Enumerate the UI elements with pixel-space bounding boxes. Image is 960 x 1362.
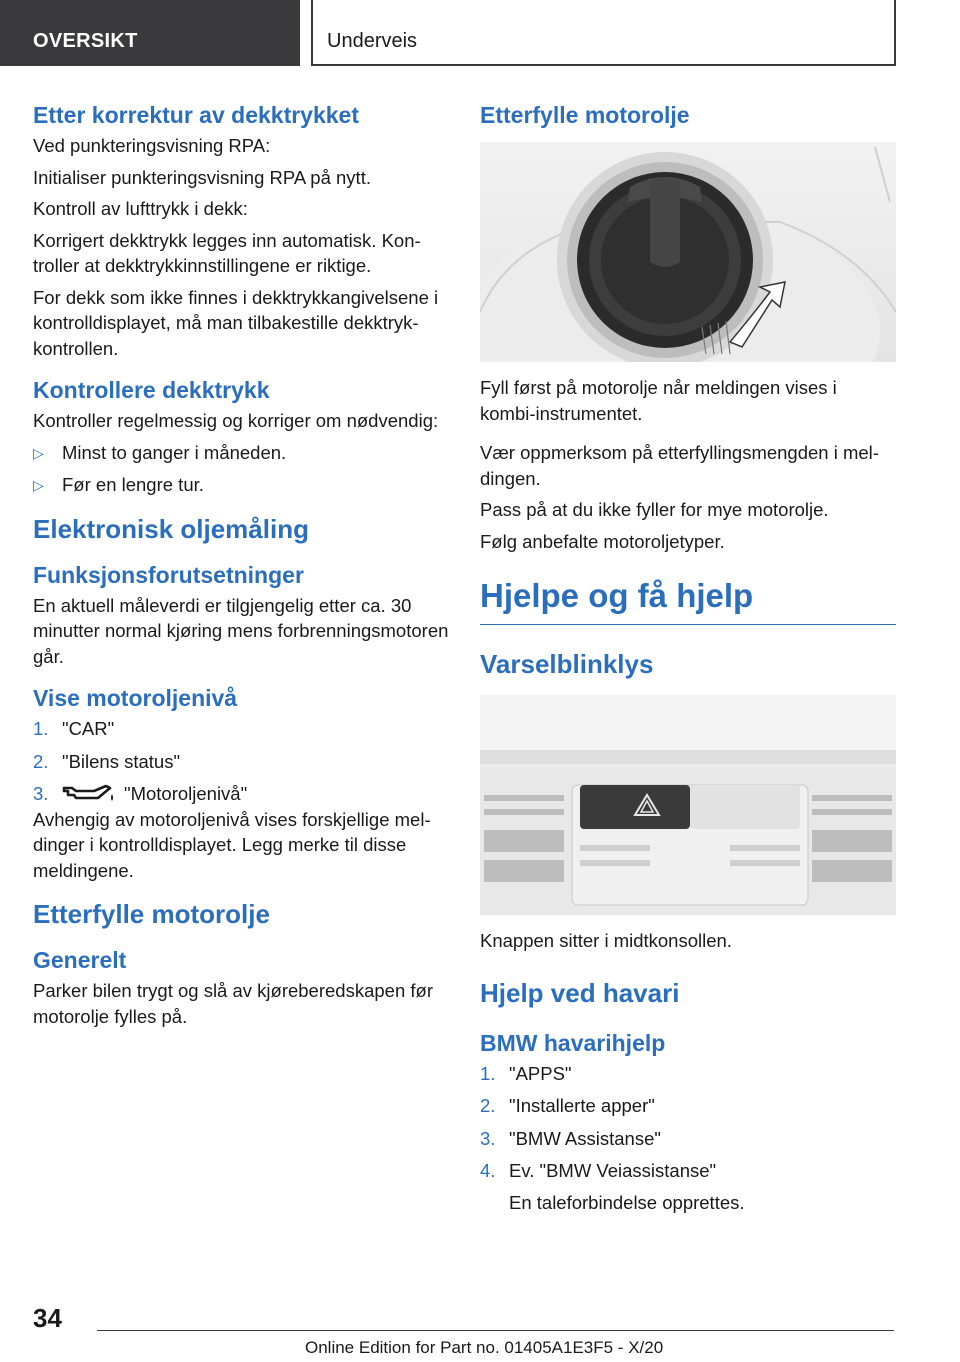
heading-breakdown-help: Hjelp ved havari bbox=[480, 977, 680, 1008]
paragraph: Vær oppmerksom på etterfyllingsmengden i meldingen. bbox=[480, 442, 879, 489]
heading-check-tire-pressure: Kontrollere dekktrykk bbox=[33, 377, 270, 403]
page-number: 34 bbox=[33, 1303, 62, 1333]
heading-hazard-lights: Varselblinklys bbox=[480, 649, 654, 679]
heading-function-requirements: Funksjonsforutsetninger bbox=[33, 561, 304, 588]
list-subtext: En taleforbindelse opprettes. bbox=[509, 1191, 745, 1213]
paragraph: Avhengig av motoroljenivå vises forskjellige meldinger i kontrolldisplayet. Legg merke til disse meldingene. bbox=[33, 808, 431, 881]
left-column bbox=[33, 100, 449, 1035]
list-item: ▷ Før en lengre tur. bbox=[33, 472, 449, 498]
edition-text: Online Edition for Part no. 01405A1E3F5 - X/20 bbox=[305, 1338, 664, 1357]
paragraph: En aktuell måleverdi er tilgjengelig etter ca. 30 minutter normal kjøring mens forbrenningsmotoren går. bbox=[33, 594, 449, 667]
right-column bbox=[480, 100, 896, 1215]
heading-electronic-oil-measurement: Elektronisk oljemåling bbox=[33, 513, 309, 544]
heading-bmw-roadside: BMW havarihjelp bbox=[480, 1029, 666, 1056]
paragraph: Korrigert dekktrykk legges inn automatisk. Kontroller at dekktrykkinnstillingene er riktige. bbox=[33, 229, 421, 276]
heading-top-up-oil-right: Etterfylle motorolje bbox=[480, 102, 690, 128]
hazard-button-image bbox=[480, 695, 896, 915]
list-item: 1. "CAR" bbox=[33, 718, 115, 739]
list-item: ▷ Minst to ganger i måneden. bbox=[33, 440, 449, 466]
paragraph: Fyll først på motorolje når meldingen vises i kombi-instrumentet. bbox=[480, 377, 837, 424]
numbered-list bbox=[33, 716, 449, 807]
section-tab[interactable]: OVERSIKT bbox=[0, 0, 300, 66]
page-header bbox=[0, 0, 960, 66]
numbered-list bbox=[480, 1061, 896, 1184]
list-item: 1. "APPS" bbox=[480, 1062, 572, 1084]
paragraph: Initialiser punkteringsvisning RPA på nytt. bbox=[33, 166, 371, 188]
paragraph: Pass på at du ikke fyller for mye motorolje. bbox=[480, 499, 829, 520]
triangle-bullet-icon: ▷ bbox=[33, 444, 44, 461]
list-item: 3. "BMW Assistanse" bbox=[480, 1127, 661, 1149]
list-item: 2. "Installerte apper" bbox=[480, 1095, 655, 1116]
oil-filler-cap-image bbox=[480, 142, 896, 362]
footer-divider bbox=[97, 1330, 894, 1331]
paragraph: Ved punkteringsvisning RPA: bbox=[33, 135, 271, 156]
heading-help: Hjelpe og få hjelp bbox=[480, 576, 896, 625]
paragraph: Knappen sitter i midtkonsollen. bbox=[480, 930, 732, 951]
center-console-illustration bbox=[480, 695, 896, 915]
paragraph: Kontroll av lufttrykk i dekk: bbox=[33, 198, 248, 219]
list-item: 2. "Bilens status" bbox=[33, 750, 181, 772]
paragraph: For dekk som ikke finnes i dekktrykkangivelsene i kontrolldisplayet, må man tilbakestille dekktrykkontrollen. bbox=[33, 286, 439, 359]
paragraph: Kontroller regelmessig og korriger om nødvendig: bbox=[33, 410, 439, 431]
oil-cap-illustration bbox=[480, 142, 896, 362]
heading-show-oil-level: Vise motoroljenivå bbox=[33, 685, 238, 711]
list-item: 4. Ev. "BMW Veiassistanse" bbox=[480, 1160, 717, 1181]
bullet-list bbox=[33, 440, 449, 498]
list-item: 3. "Motoroljenivå" bbox=[33, 783, 248, 804]
heading-general: Generelt bbox=[33, 947, 127, 973]
heading-after-tire-pressure-correction: Etter korrektur av dekktrykket bbox=[33, 102, 359, 128]
oil-can-icon bbox=[62, 782, 118, 804]
paragraph: Parker bilen trygt og slå av kjøreberedskapen før motorolje fylles på. bbox=[33, 980, 433, 1027]
triangle-bullet-icon: ▷ bbox=[33, 477, 44, 493]
paragraph: Følg anbefalte motoroljetyper. bbox=[480, 530, 725, 552]
heading-top-up-oil: Etterfylle motorolje bbox=[33, 899, 270, 929]
chapter-tab[interactable]: Underveis bbox=[311, 0, 896, 66]
